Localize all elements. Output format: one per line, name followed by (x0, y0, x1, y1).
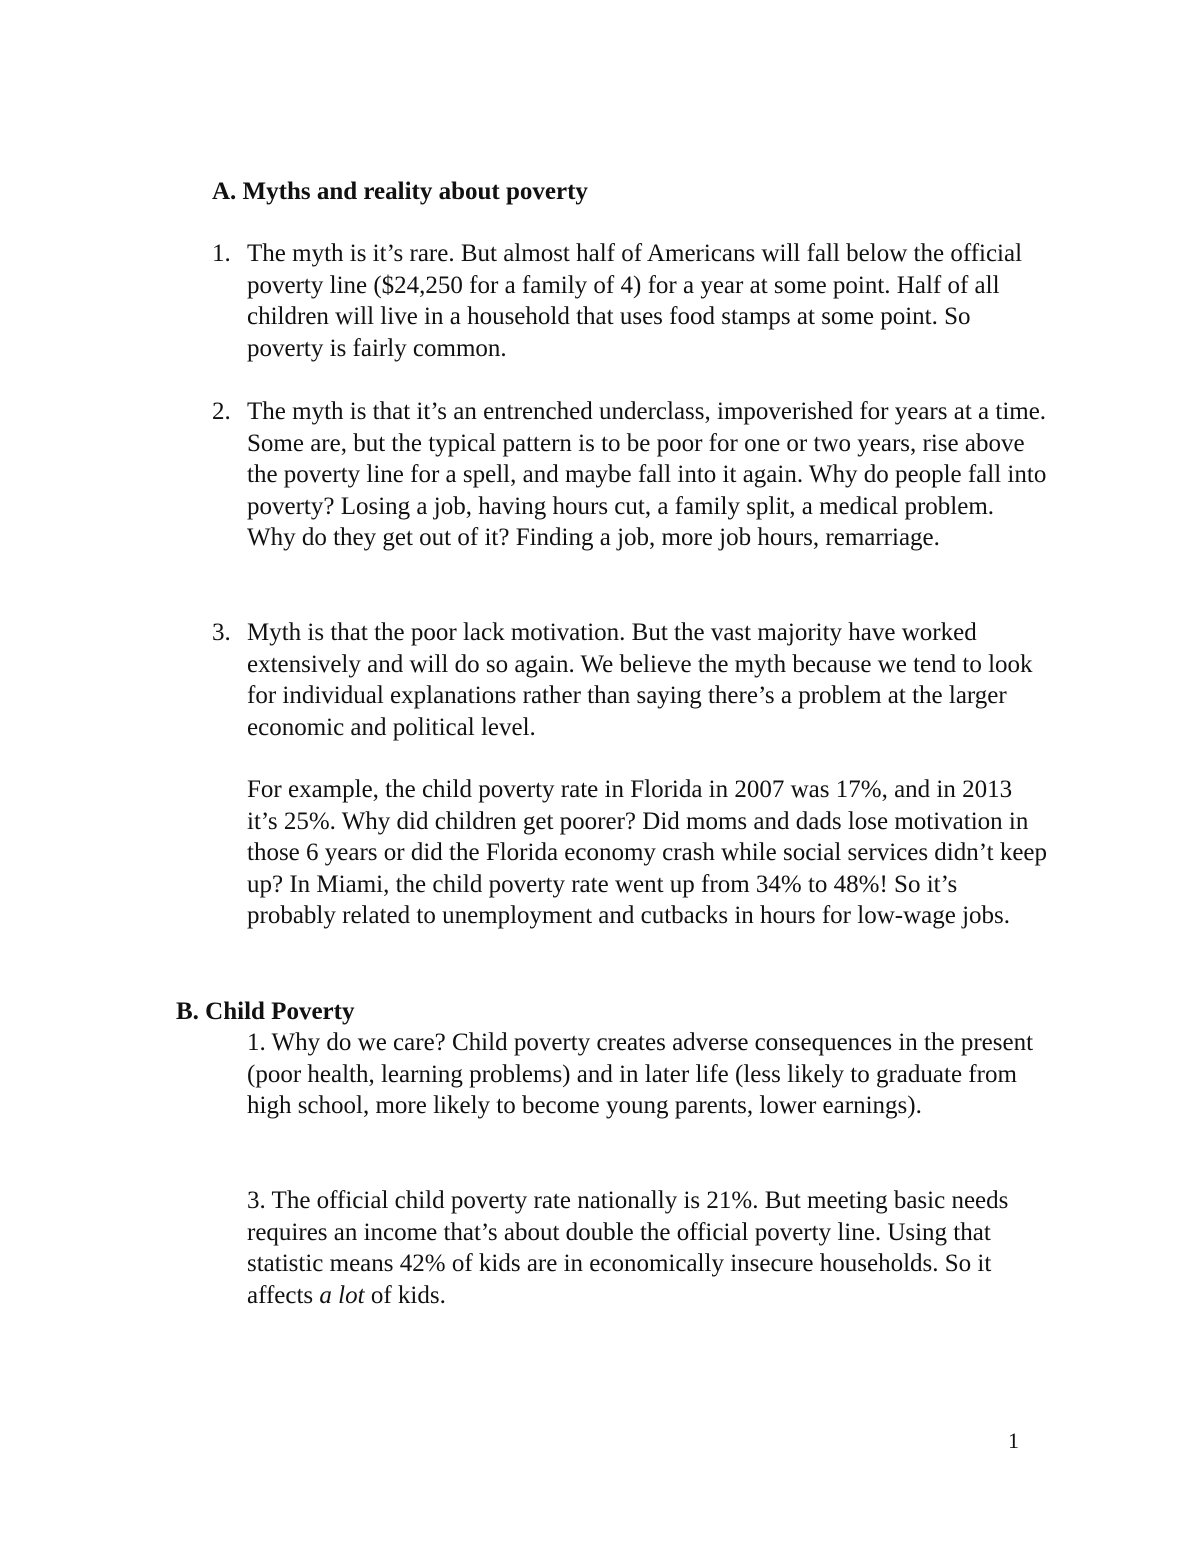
item-3-text: Myth is that the poor lack motivation. But the vast majority have worked extensively and will do so again. We believe the myth because we tend to look for individual explanations rather than saying there’s a problem at the larger economic and political level. (247, 619, 1033, 741)
section-b-item-1: 1. Why do we care? Child poverty creates adverse consequences in the present (poor health, learning problems) and in later life (less likely to graduate from high school, more likely to become young parents, lower earnings). (247, 1029, 1034, 1120)
item-3-example-paragraph: For example, the child poverty rate in Florida in 2007 was 17%, and in 2013 it’s 25%. Why did children get poorer? Did moms and dads lose motivation in those 6 years or did the Florida economy crash while social services didn’t keep up? In Miami, the child poverty rate went up from 34% to 48%! So it’s probably related to unemployment and cutbacks in hours for low-wage jobs. (247, 776, 1048, 930)
item-3-text-start: 3. The official child poverty rate nationally is 21%. But meeting basic needs requires an income that’s about double the official poverty line. Using that statistic means 42% of kids are in economically insecure households. So it affects (247, 1187, 1009, 1309)
item-2-number: 2. (212, 398, 231, 425)
item-3-number: 3. (212, 619, 231, 646)
item-1-number: 1. (212, 240, 231, 267)
item-3-emphasis: a lot (319, 1281, 365, 1309)
section-b-item-3 (247, 1185, 1047, 1311)
page-number: 1 (1008, 1428, 1019, 1453)
item-1-text: The myth is it’s rare. But almost half of Americans will fall below the official poverty line ($24,250 for a family of 4) for a year at some point. Half of all children will live in a household that uses food stamps at some point. So poverty is fairly common. (247, 240, 1023, 362)
section-a-heading: A. Myths and reality about poverty (212, 178, 588, 205)
item-3-text-end: of kids. (364, 1281, 446, 1309)
item-2-text: The myth is that it’s an entrenched underclass, impoverished for years at a time. Some are, but the typical pattern is to be poor for one or two years, rise above the poverty line for a spell, and maybe fall into it again. Why do people fall into poverty? Losing a job, having hours cut, a family split, a medical problem. Why do they get out of it? Finding a job, more job hours, remarriage. (247, 398, 1047, 552)
section-b-heading: B. Child Poverty (176, 998, 355, 1025)
